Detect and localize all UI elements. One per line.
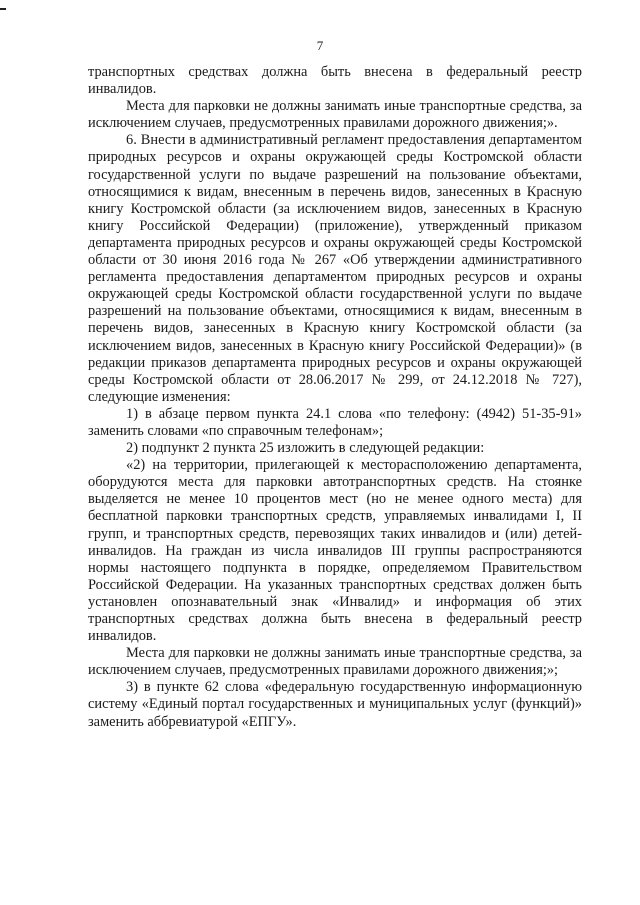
- document-body: [88, 64, 582, 731]
- paragraph-item-6: 6. Внести в административный регламент предоставления департаментом природных ресурсов и охраны окружающей среды Костромской области государственной услуги по выдаче разрешений на пользование объектами, относящимися к видам, внесенным в перечень видов, занесенных в Красную книгу Костромской области (за исключением видов, занесенных в Красную книгу Российской Федерации) (приложение), утвержденный приказом департамента природных ресурсов и охраны окружающей среды Костромской области от 30 июня 2016 года № 267 «Об утверждении административного регламента предоставления департаментом природных ресурсов и охраны окружающей среды Костромской области государственной услуги по выдаче разрешений на пользование объектами, относящимися к видам, внесенным в перечень видов, занесенных в Красную книгу Костромской области (за исключением видов, занесенных в Красную книгу Российской Федерации)» (в редакции приказов департамента природных ресурсов и охраны окружающей среды Костромской области от 28.06.2017 № 299, от 24.12.2018 № 727), следующие изменения:: [88, 132, 582, 405]
- paragraph-parking-restriction: Места для парковки не должны занимать иные транспортные средства, за исключением случаев, предусмотренных правилами дорожного движения;».: [88, 98, 582, 132]
- paragraph-subitem-1: 1) в абзаце первом пункта 24.1 слова «по телефону: (4942) 51-35-91» заменить словами «по справочным телефонам»;: [88, 405, 582, 439]
- paragraph-subitem-2: 2) подпункт 2 пункта 25 изложить в следующей редакции:: [126, 440, 485, 457]
- paragraph-continuation: транспортных средствах должна быть внесена в федеральный реестр инвалидов.: [88, 64, 582, 98]
- paragraph-parking-restriction-quoted: Места для парковки не должны занимать иные транспортные средства, за исключением случаев, предусмотренных правилами дорожного движения;»;: [88, 645, 582, 679]
- scan-edge-mark: [0, 8, 6, 10]
- paragraph-subitem-3: 3) в пункте 62 слова «федеральную государственную информационную систему «Единый портал государственных и муниципальных услуг (функций)» заменить аббревиатурой «ЕПГУ».: [88, 679, 582, 730]
- paragraph-quoted-subitem-2: «2) на территории, прилегающей к месторасположению департамента, оборудуются места для парковки автотранспортных средств. На стоянке выделяется не менее 10 процентов мест (но не менее одного места) для бесплатной парковки транспортных средств, управляемых инвалидами I, II групп, и транспортных средств, перевозящих таких инвалидов и (или) детей-инвалидов. На граждан из числа инвалидов III группы распространяются нормы настоящего подпункта в порядке, определяемом Правительством Российской Федерации. На указанных транспортных средствах должен быть установлен опознавательный знак «Инвалид» и информация об этих транспортных средствах должна быть внесена в федеральный реестр инвалидов.: [88, 457, 582, 645]
- page-number: 7: [316, 38, 324, 53]
